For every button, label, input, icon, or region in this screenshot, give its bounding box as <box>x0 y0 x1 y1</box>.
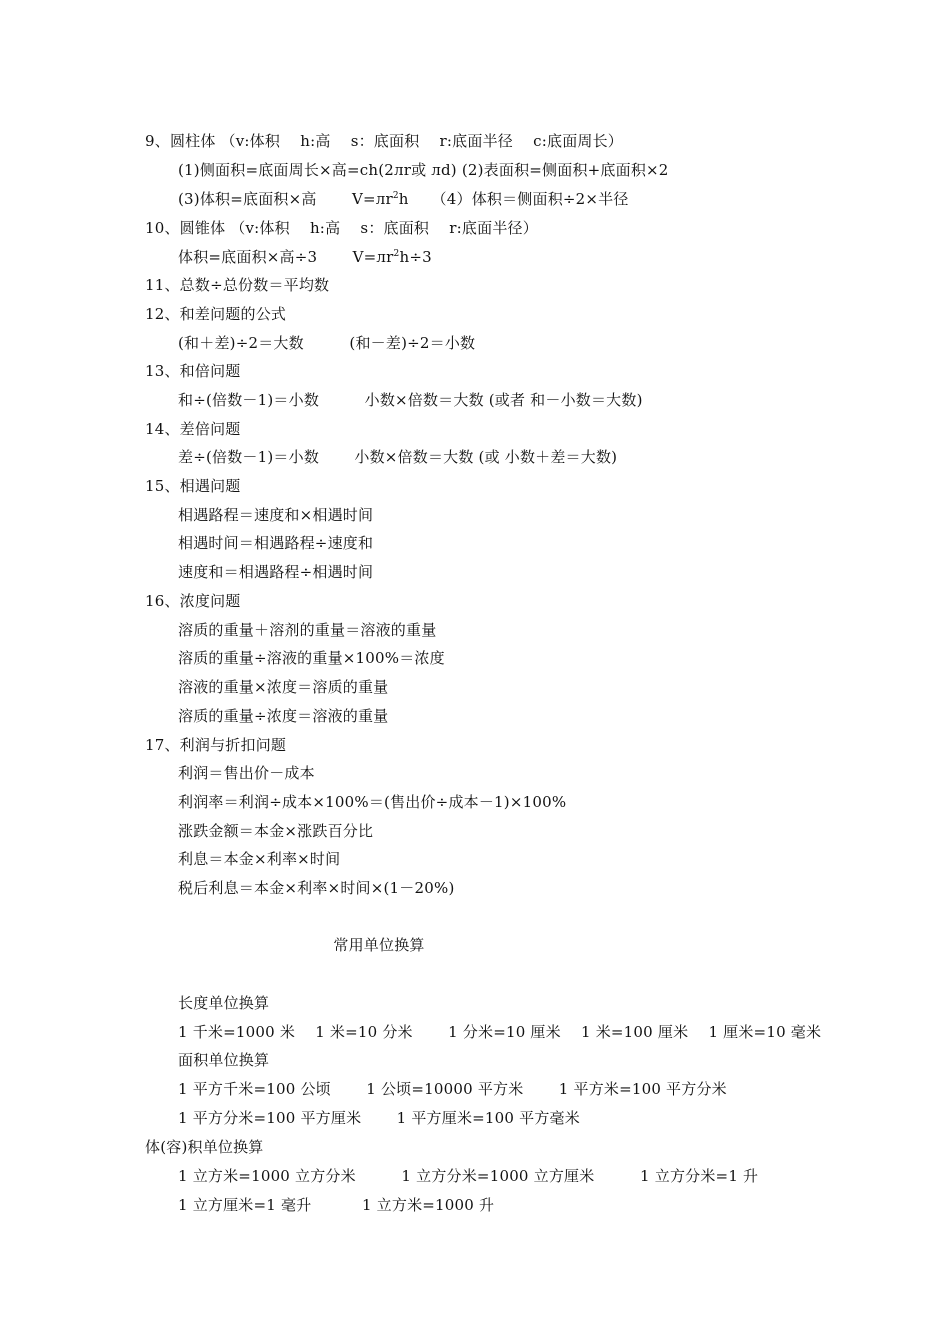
line-cone-volume <box>178 247 432 267</box>
line-diff-multiple-formula: 差÷(倍数－1)＝小数 小数×倍数＝大数 (或 小数＋差＝大数) <box>178 448 618 466</box>
line-cylinder-volume <box>178 189 629 209</box>
line-volume-units-1: 1 立方米=1000 立方分米 1 立方分米=1000 立方厘米 1 立方分米=1 升 <box>178 1167 759 1185</box>
section-heading-units: 常用单位换算 <box>333 936 425 954</box>
line-diff-multiple-title: 14、差倍问题 <box>145 420 241 438</box>
line-profit-5: 税后利息＝本金×利率×时间×(1－20%) <box>178 879 455 897</box>
line-profit-3: 涨跌金额＝本金×涨跌百分比 <box>178 822 374 840</box>
line-cylinder-area: (1)侧面积=底面周长×高=ch(2лr或 лd) (2)表面积=侧面积+底面积×2 <box>178 161 669 179</box>
cone-volume-tail: h÷3 <box>399 248 432 266</box>
line-area-title: 面积单位换算 <box>178 1051 270 1069</box>
line-cylinder-title: 9、圆柱体 （v:体积 h:高 s：底面积 r:底面半径 c:底面周长） <box>145 132 624 150</box>
line-sum-diff-title: 12、和差问题的公式 <box>145 305 287 323</box>
line-concentration-title: 16、浓度问题 <box>145 592 241 610</box>
line-meeting-1: 相遇路程＝速度和×相遇时间 <box>178 506 374 524</box>
line-meeting-title: 15、相遇问题 <box>145 477 241 495</box>
line-concentration-2: 溶质的重量÷溶液的重量×100%＝浓度 <box>178 649 445 667</box>
line-area-units-1: 1 平方千米=100 公顷 1 公顷=10000 平方米 1 平方米=100 平方分米 <box>178 1080 727 1098</box>
superscript-2: 2 <box>393 249 400 259</box>
line-length-units: 1 千米=1000 米 1 米=10 分米 1 分米=10 厘米 1 米=100 厘米 1 厘米=10 毫米 <box>178 1023 822 1041</box>
line-volume-units-2: 1 立方厘米=1 毫升 1 立方米=1000 升 <box>178 1196 495 1214</box>
line-cone-title: 10、圆锥体 （v:体积 h:高 s：底面积 r:底面半径） <box>145 219 538 237</box>
line-length-title: 长度单位换算 <box>178 994 270 1012</box>
line-meeting-2: 相遇时间＝相遇路程÷速度和 <box>178 534 374 552</box>
cylinder-volume-head: (3)体积=底面积×高 V=лr <box>178 190 393 208</box>
line-volume-title: 体(容)积单位换算 <box>145 1138 264 1156</box>
line-sum-multiple-formula: 和÷(倍数－1)＝小数 小数×倍数＝大数 (或者 和－小数＝大数) <box>178 391 643 409</box>
line-profit-1: 利润＝售出价－成本 <box>178 764 315 782</box>
line-profit-4: 利息＝本金×利率×时间 <box>178 850 341 868</box>
cone-volume-head: 体积=底面积×高÷3 V=лr <box>178 248 394 266</box>
line-concentration-3: 溶液的重量×浓度＝溶质的重量 <box>178 678 389 696</box>
line-average: 11、总数÷总份数＝平均数 <box>145 276 330 294</box>
line-profit-2: 利润率＝利润÷成本×100%＝(售出价÷成本－1)×100% <box>178 793 567 811</box>
line-profit-title: 17、利润与折扣问题 <box>145 736 287 754</box>
line-area-units-2: 1 平方分米=100 平方厘米 1 平方厘米=100 平方毫米 <box>178 1109 580 1127</box>
line-concentration-1: 溶质的重量＋溶剂的重量＝溶液的重量 <box>178 621 437 639</box>
cylinder-volume-tail: h （4）体积＝侧面积÷2×半径 <box>398 190 629 208</box>
line-meeting-3: 速度和＝相遇路程÷相遇时间 <box>178 563 374 581</box>
line-sum-diff-formula: (和＋差)÷2＝大数 (和－差)÷2＝小数 <box>178 334 476 352</box>
superscript-2: 2 <box>392 191 399 201</box>
line-sum-multiple-title: 13、和倍问题 <box>145 362 241 380</box>
line-concentration-4: 溶质的重量÷浓度＝溶液的重量 <box>178 707 389 725</box>
